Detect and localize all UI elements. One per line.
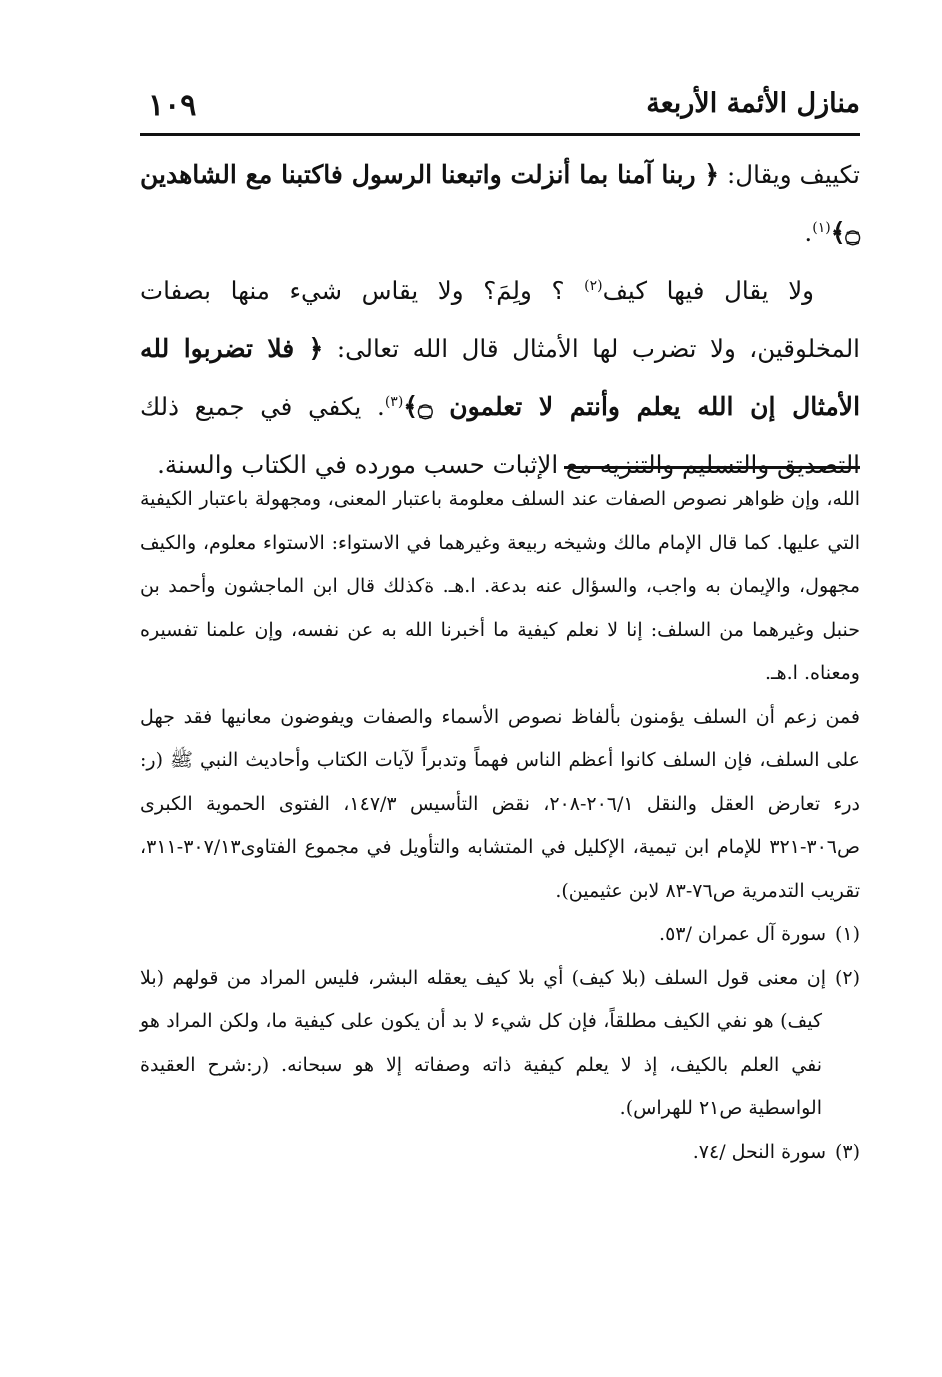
main-text bbox=[140, 146, 860, 494]
footnote-continuation: فمن زعم أن السلف يؤمنون بألفاظ نصوص الأسماء والصفات ويفوضون معانيها فقد جهل على السلف، فإن السلف كانوا أعظم الناس فهماً وتدبراً لآيات الكتاب وأحاديث النبي ﷺ (ر: درء تعارض العقل والنقل ٢٠٦/١-٢٠٨، نقض التأسيس ١٤٧/٣، الفتوى الحموية الكبرى ص٣٠٦-٣٢١ للإمام ابن تيمية، الإكليل في المتشابه والتأويل في مجموع الفتاوى٣٠٧/١٣-٣١١، تقريب التدمرية ص٧٦-٨٣ لابن عثيمين). bbox=[140, 705, 860, 902]
header-rule bbox=[140, 133, 860, 136]
main-paragraph bbox=[140, 262, 860, 494]
main-text-segment: ؟ ولِمَ؟ ولا يقاس شيء منها بصفات المخلوقين، ولا تضرب لها الأمثال قال الله تعالى: bbox=[140, 276, 860, 363]
running-header bbox=[140, 84, 860, 128]
footnote-continuation: الله، وإن ظواهر نصوص الصفات عند السلف معلومة باعتبار المعنى، ومجهولة باعتبار الكيفية التي عليها. كما قال الإمام مالك وشيخه ربيعة وغيرهما في الاستواء: الاستواء معلوم، والكيف مجهول، والإيمان به واجب، والسؤال عنه بدعة. ا.هـ. ةكذلك قال ابن الماجشون وأحمد بن حنبل وغيرهما من السلف: إنا لا نعلم كيفية ما أخبرنا الله به عن نفسه، وإن علمنا تفسيره ومعناه. ا.هـ. bbox=[140, 488, 860, 684]
footnote-separator bbox=[564, 466, 860, 469]
footnote-number: (٢) bbox=[834, 966, 860, 989]
main-paragraph bbox=[140, 146, 860, 262]
footnote-item bbox=[140, 1131, 860, 1175]
footnote-text: سورة آل عمران /٥٣. bbox=[659, 923, 826, 945]
footnote-item bbox=[140, 913, 860, 957]
quran-verse: ﴿ فلا تضربوا لله الأمثال إن الله يعلم وأنتم لا تعلمون ۝﴾ bbox=[140, 334, 861, 421]
footnotes bbox=[140, 478, 860, 1174]
main-text-segment: . يكفي في جميع ذلك التصديق والتسليم والتنزيه مع الإثبات حسب مورده في الكتاب والسنة. bbox=[140, 392, 860, 479]
footnote-reference[interactable]: (٣) bbox=[384, 393, 404, 410]
footnote-text: سورة النحل /٧٤. bbox=[692, 1140, 826, 1163]
main-text-segment: ولا يقال فيها كيف bbox=[602, 276, 814, 305]
footnote-item bbox=[140, 957, 860, 1131]
page-number: ١٠٩ bbox=[148, 88, 197, 123]
main-text-segment: . bbox=[804, 218, 813, 247]
page-title: منازل الأئمة الأربعة bbox=[646, 88, 860, 119]
footnote-reference[interactable]: (٢) bbox=[584, 277, 603, 294]
footnote-text: إن معنى قول السلف (بلا كيف) أي بلا كيف يعقله البشر، فليس المراد من قولهم (بلا كيف) هو نفي الكيف مطلقاً، فإن كل شيء لا بد أن يكون على كيفية ما، ولكن المراد هو نفي العلم بالكيف، إذ لا يعلم كيفية ذاته وصفاته إلا هو سبحانه. (ر:شرح العقيدة الواسطية ص٢١ للهراس). bbox=[140, 966, 826, 1119]
footnote-number: (٣) bbox=[834, 1140, 860, 1163]
footnote-number: (١) bbox=[834, 923, 860, 945]
footnote-reference[interactable]: (١) bbox=[812, 219, 831, 236]
quran-verse: ﴿ ربنا آمنا بما أنزلت واتبعنا الرسول فاكتبنا مع الشاهدين ۝﴾ bbox=[140, 160, 860, 247]
main-text-segment: تكييف ويقال: bbox=[719, 160, 860, 189]
